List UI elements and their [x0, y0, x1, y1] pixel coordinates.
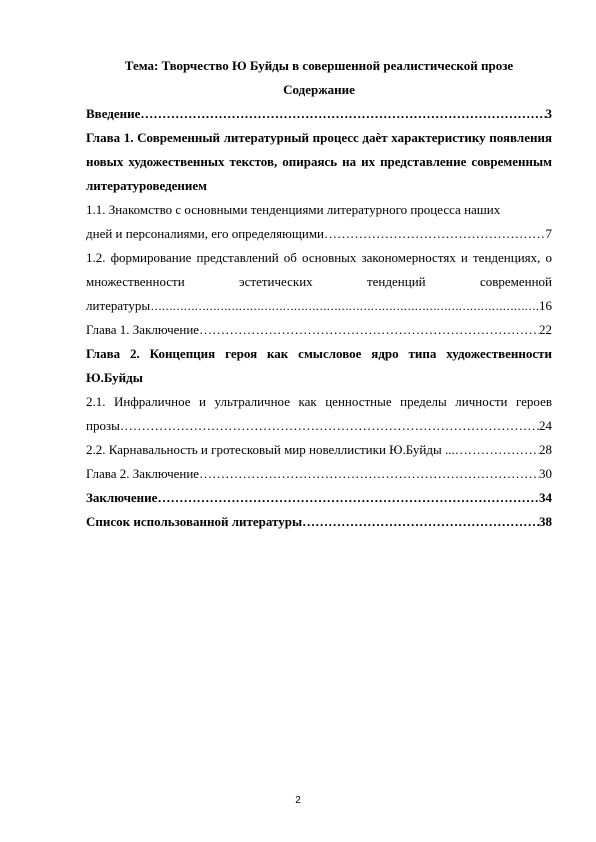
dot-leader — [157, 486, 539, 510]
toc-page: 7 — [545, 226, 552, 241]
toc-page: 24 — [539, 418, 552, 433]
toc-label: Список использованной литературы — [86, 514, 303, 529]
toc-entry-1-2: 1.2. формирование представлений об основных закономерностях и тенденциях, о множественности эстетических тенденций современной — [86, 250, 552, 289]
page-number: 2 — [295, 795, 301, 806]
toc-label: Введение — [86, 106, 141, 121]
toc-entry-2-1: 2.1. Инфраличное и ультраличное как ценностные пределы личности героев — [86, 394, 552, 409]
dot-leader — [120, 414, 539, 438]
toc-page: 3 — [545, 106, 552, 121]
toc-entry-conclusion — [86, 486, 552, 510]
toc-label: 2.2. Карнавальность и гротесковый мир новеллистики Ю.Буйды ... — [86, 442, 455, 457]
toc-label: литературы — [86, 298, 151, 313]
dot-leader — [199, 318, 539, 342]
toc-entry-chapter-1: Глава 1. Современный литературный процесс даѐт характеристику появления новых художественных текстов, опираясь на их представление современным литературоведением — [86, 130, 552, 193]
toc-page: 38 — [539, 514, 552, 529]
dot-leader — [455, 438, 539, 462]
topic-title: Тема: Творчество Ю Буйды в совершенной реалистической прозе — [124, 58, 514, 73]
toc-entry-1-2-last — [86, 294, 552, 318]
toc-page: 16 — [539, 298, 552, 313]
dot-leader — [324, 222, 546, 246]
toc-entry-intro — [86, 102, 552, 126]
contents-heading: Содержание — [283, 82, 355, 97]
toc-entry-2-2 — [86, 438, 552, 462]
toc-entry-chapter-2: Глава 2. Концепция героя как смысловое ядро типа художественности Ю.Буйды — [86, 346, 552, 385]
dot-leader — [199, 462, 539, 486]
dot-leader — [140, 102, 545, 126]
toc-entry-2-1-last — [86, 414, 552, 438]
toc-entry-chapter-1-conclusion — [86, 318, 552, 342]
document-page — [86, 54, 552, 534]
toc-entry-1-1-line2 — [86, 222, 552, 246]
toc-page: 30 — [539, 466, 552, 481]
toc-entry-chapter-2-conclusion — [86, 462, 552, 486]
toc-entry-references — [86, 510, 552, 534]
toc-entry-1-1-line1: 1.1. Знакомство с основными тенденциями литературного процесса наших — [86, 202, 501, 217]
toc-label: Глава 2. Заключение — [86, 466, 200, 481]
dot-leader — [302, 510, 539, 534]
toc-page: 22 — [539, 322, 552, 337]
toc-page: 34 — [539, 490, 552, 505]
dot-leader — [150, 294, 539, 318]
toc-label: Глава 1. Заключение — [86, 322, 200, 337]
toc-page: 28 — [539, 442, 552, 457]
toc-label: прозы — [86, 418, 120, 433]
toc-label: дней и персоналиями, его определяющими — [86, 226, 324, 241]
toc-label: Заключение — [86, 490, 158, 505]
